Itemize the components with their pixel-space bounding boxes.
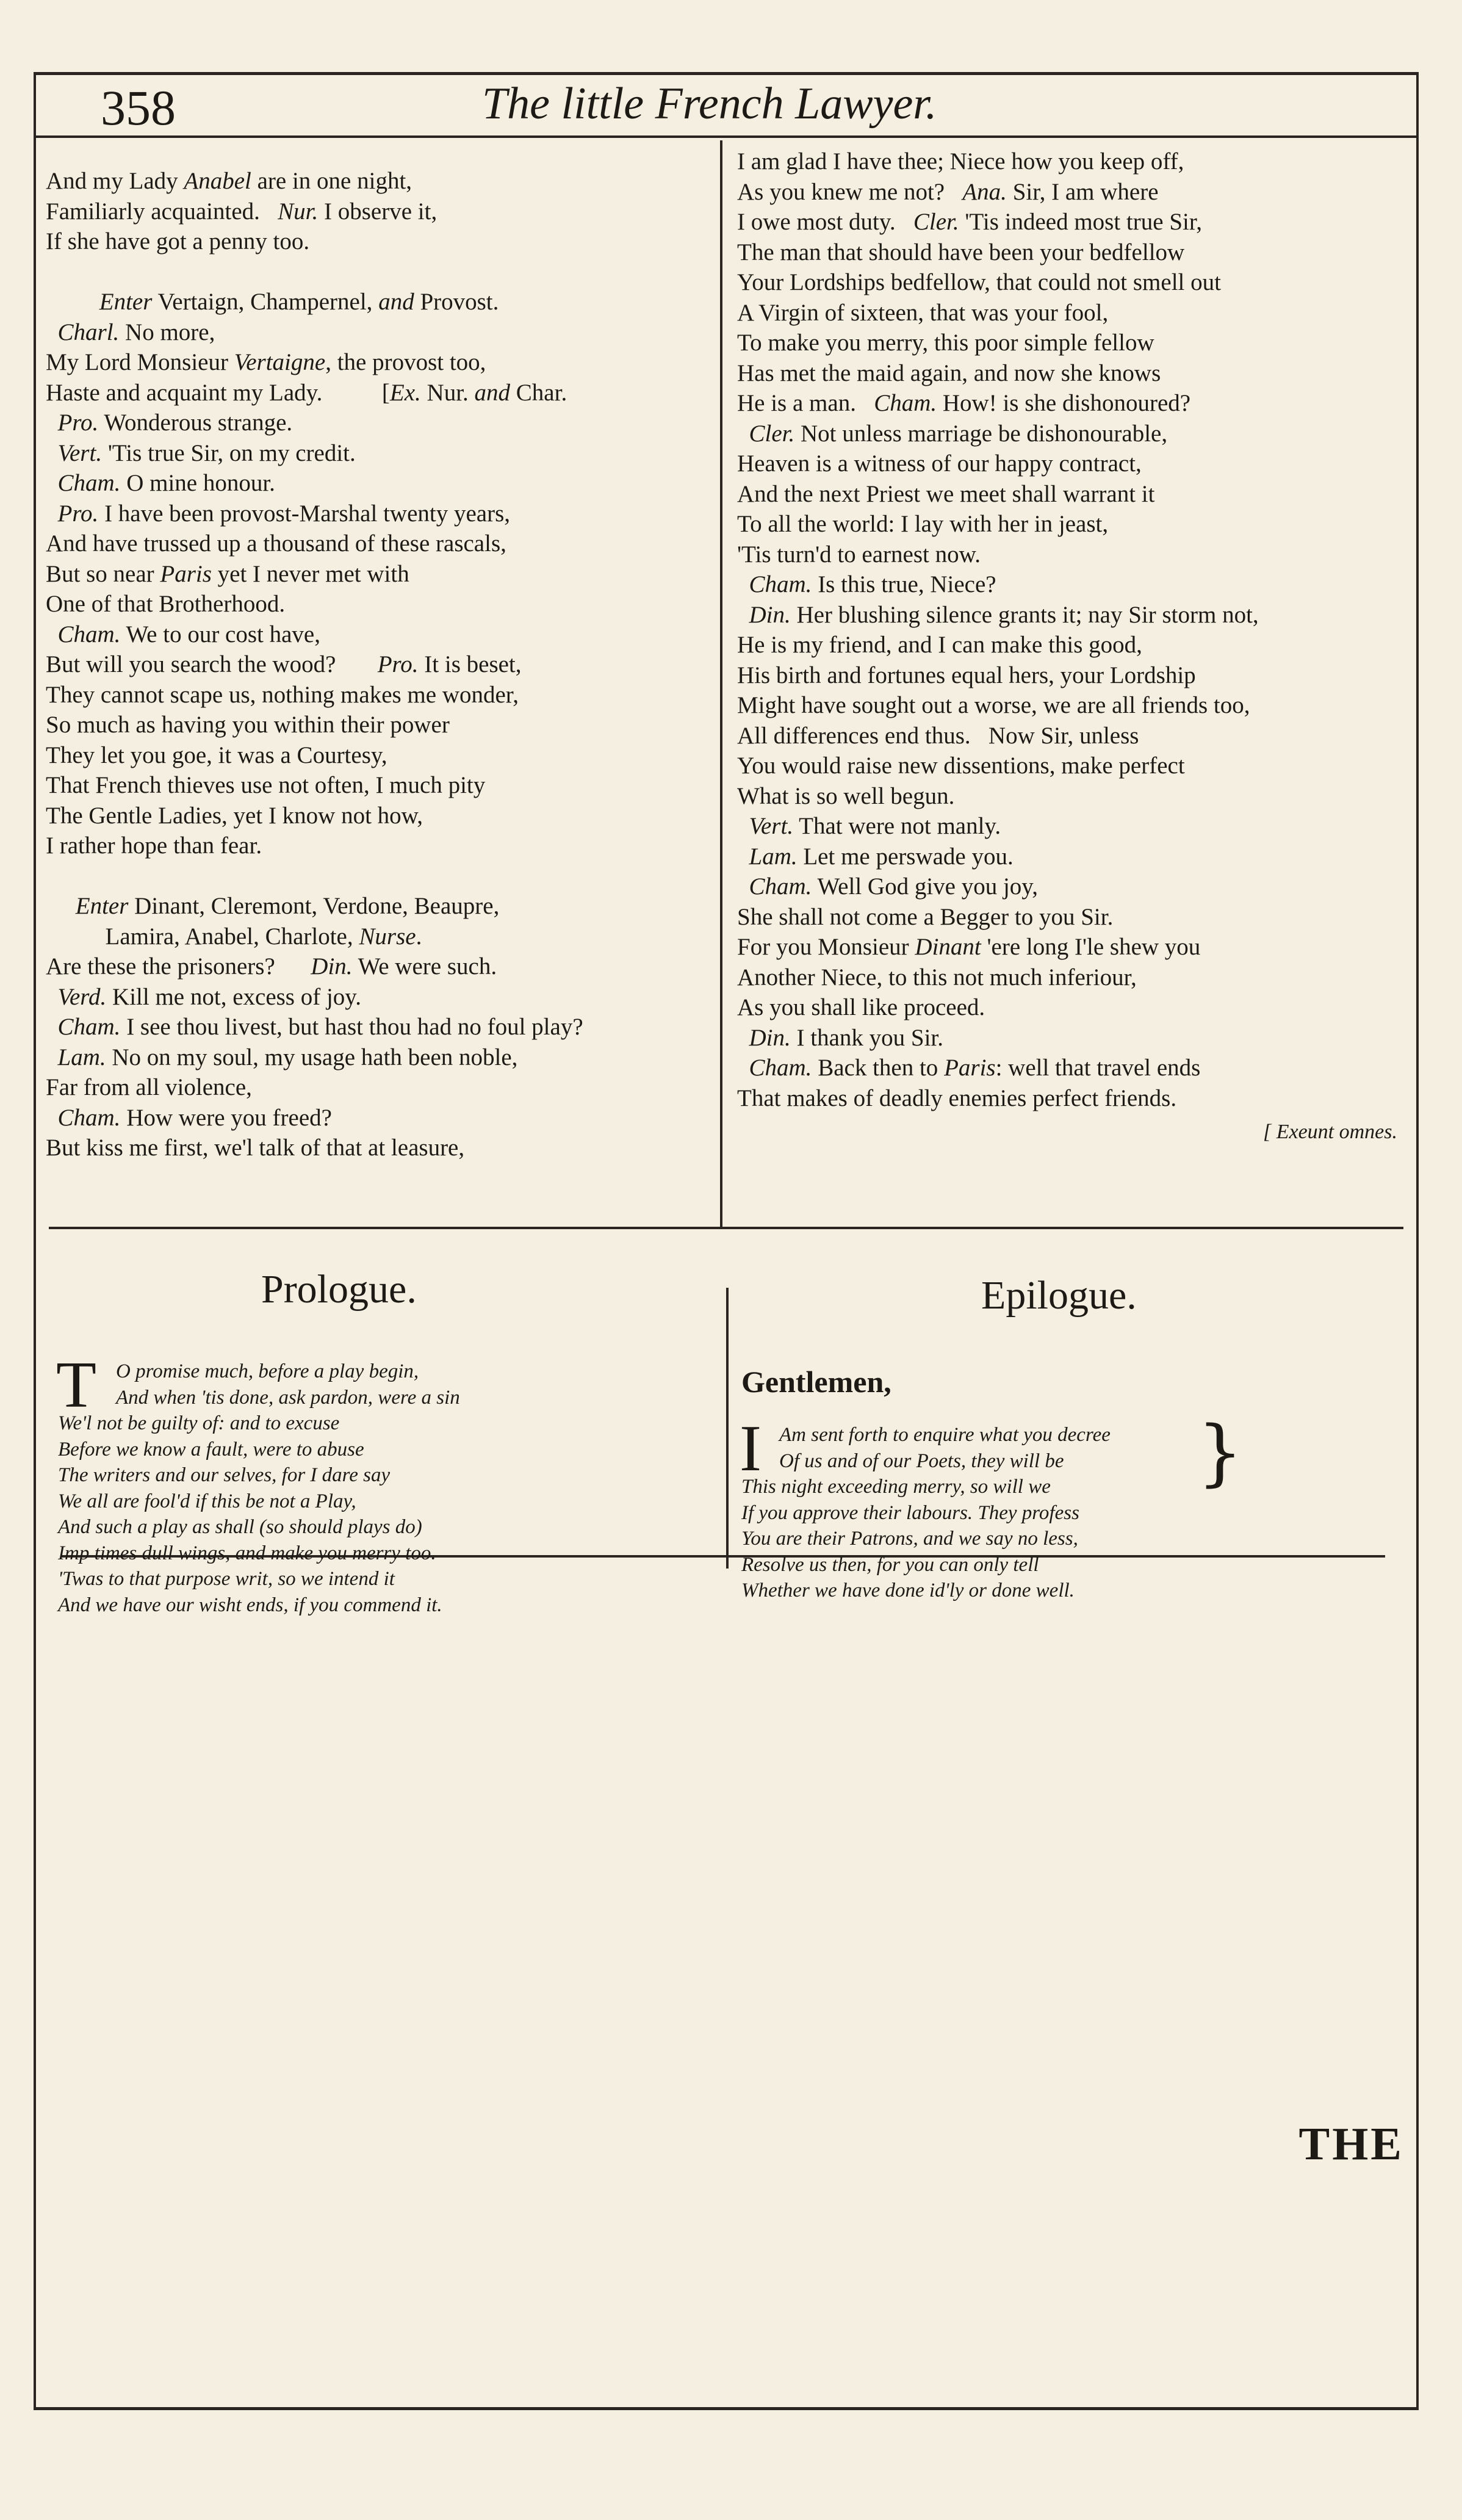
text-line — [737, 600, 1408, 630]
text-line — [737, 660, 1408, 691]
roman-segment: 'Tis indeed most true Sir, — [959, 209, 1203, 235]
italic-segment: Din. — [749, 601, 791, 628]
verse-line: And we have our wisht ends, if you commend it. — [58, 1594, 442, 1616]
roman-segment: Not unless marriage be dishonourable, — [794, 420, 1168, 447]
roman-segment: Far from all violence, — [46, 1074, 252, 1100]
roman-segment: No on my soul, my usage hath been noble, — [106, 1044, 518, 1070]
prologue-verse — [58, 1359, 705, 1618]
epilogue-brace-ornament: } — [1197, 1410, 1244, 1494]
roman-segment: I rather hope than fear. — [46, 832, 262, 859]
roman-segment: Well God give you joy, — [812, 873, 1039, 900]
roman-segment: Char. — [510, 379, 567, 406]
text-line — [46, 831, 711, 861]
text-line — [46, 347, 711, 378]
roman-segment: , the provost too, — [325, 349, 486, 375]
italic-segment: and — [474, 379, 511, 406]
text-line — [737, 751, 1408, 781]
roman-segment — [46, 289, 99, 315]
text-line — [737, 569, 1408, 600]
italic-segment: Din. — [311, 953, 353, 980]
roman-segment: If she have got a penny too. — [46, 228, 310, 255]
roman-segment: You would raise new dissentions, make perfect — [737, 753, 1185, 779]
roman-segment: To make you merry, this poor simple fellow — [737, 330, 1154, 356]
text-line — [737, 177, 1408, 208]
text-line — [737, 479, 1408, 510]
roman-segment: I have been provost-Marshal twenty years, — [98, 500, 511, 527]
roman-segment: 'ere long I'le shew you — [981, 934, 1201, 960]
roman-segment: They cannot scape us, nothing makes me wonder, — [46, 681, 519, 708]
roman-segment: My Lord Monsieur — [46, 349, 234, 375]
text-line — [737, 237, 1408, 268]
text-line — [46, 1133, 711, 1163]
roman-segment: 'Tis turn'd to earnest now. — [737, 541, 981, 568]
right-text-column — [737, 146, 1408, 1113]
italic-segment: Vert. — [749, 813, 794, 839]
roman-segment: I owe most duty. — [737, 209, 913, 235]
epilogue-drop-cap: I — [740, 1412, 762, 1485]
verse-line: 'Twas to that purpose writ, so we intend it — [58, 1568, 395, 1590]
text-line — [737, 1023, 1408, 1053]
text-line — [46, 1042, 711, 1073]
roman-segment — [46, 1014, 58, 1040]
text-line — [737, 146, 1408, 177]
epilogue-salutation: Gentlemen, — [741, 1365, 891, 1399]
verse-line: This night exceeding merry, so will we — [741, 1476, 1051, 1498]
text-line — [46, 287, 711, 317]
text-line — [46, 226, 711, 257]
roman-segment: Her blushing silence grants it; nay Sir storm not, — [790, 601, 1259, 628]
text-line — [737, 962, 1408, 993]
text-line — [737, 992, 1408, 1023]
exeunt-direction: [ Exeunt omnes. — [1262, 1121, 1397, 1143]
text-line — [737, 690, 1408, 721]
text-line — [46, 951, 711, 982]
roman-segment — [737, 571, 749, 598]
text-line — [46, 499, 711, 529]
roman-segment — [737, 421, 749, 447]
text-line — [737, 358, 1408, 389]
roman-segment: We to our cost have, — [120, 621, 320, 648]
verse-line: The writers and our selves, for I dare say — [58, 1464, 391, 1486]
roman-segment: : well that travel ends — [995, 1055, 1201, 1081]
roman-segment: I observe it, — [318, 198, 438, 225]
italic-segment: Ex. — [389, 379, 421, 406]
roman-segment — [46, 440, 58, 466]
text-line — [46, 317, 711, 348]
italic-segment: Dinant — [915, 934, 981, 960]
text-line — [46, 922, 711, 952]
text-line — [737, 207, 1408, 237]
text-line — [737, 630, 1408, 660]
text-line — [46, 468, 711, 499]
text-line — [737, 298, 1408, 328]
italic-segment: Cham. — [57, 1104, 121, 1131]
roman-segment — [737, 602, 749, 628]
verse-line: Whether we have done id'ly or done well. — [741, 1580, 1075, 1601]
roman-segment: I see thou livest, but hast thou had no foul play? — [120, 1014, 583, 1040]
text-line — [737, 872, 1408, 902]
verse-line: Imp times dull wings, and make you merry too. — [58, 1542, 436, 1564]
text-line — [46, 559, 711, 590]
left-text-column — [46, 166, 711, 1163]
roman-segment — [46, 984, 58, 1010]
verse-line: And such a play as shall (so should plays do) — [58, 1516, 422, 1538]
roman-segment: As you knew me not? — [737, 178, 963, 205]
prologue-drop-cap: T — [56, 1349, 96, 1421]
play-end-rule — [49, 1227, 1403, 1229]
verse-line: Resolve us then, for you can only tell — [741, 1553, 1039, 1576]
italic-segment: Cham. — [57, 621, 121, 648]
text-line — [46, 197, 711, 227]
roman-segment: O mine honour. — [120, 470, 275, 496]
roman-segment: 'Tis true Sir, on my credit. — [102, 439, 356, 466]
text-line — [46, 740, 711, 771]
roman-segment — [737, 843, 749, 870]
roman-segment — [737, 813, 749, 839]
text-line — [737, 902, 1408, 933]
text-line — [737, 419, 1408, 449]
roman-segment: What is so well begun. — [737, 782, 955, 809]
page-number: 358 — [101, 80, 176, 135]
roman-segment — [737, 1025, 749, 1051]
italic-segment: Cham. — [57, 1014, 121, 1040]
roman-segment: Haste and acquaint my Lady. [ — [46, 379, 390, 406]
roman-segment: Your Lordships bedfellow, that could not smell out — [737, 269, 1221, 295]
roman-segment — [46, 410, 58, 436]
text-line — [46, 1012, 711, 1042]
italic-segment: Nur. — [278, 198, 319, 225]
roman-segment: Back then to — [812, 1055, 945, 1081]
roman-segment: Might have sought out a worse, we are all friends too, — [737, 692, 1250, 718]
text-line — [46, 861, 711, 892]
text-line — [46, 257, 711, 287]
italic-segment: Vert. — [57, 439, 103, 466]
verse-line: And when 'tis done, ask pardon, were a sin — [116, 1386, 460, 1409]
verse-line: You are their Patrons, and we say no less, — [741, 1528, 1078, 1550]
roman-segment: But will you search the wood? — [46, 651, 378, 677]
text-line — [737, 509, 1408, 540]
roman-segment — [737, 873, 749, 900]
roman-segment: One of that Brotherhood. — [46, 591, 286, 617]
text-line — [46, 438, 711, 469]
italic-segment: Pro. — [57, 410, 99, 436]
italic-segment: Verd. — [57, 983, 107, 1010]
text-line — [46, 680, 711, 710]
italic-segment: Lam. — [57, 1044, 106, 1070]
roman-segment: Are these the prisoners? — [46, 953, 311, 980]
roman-segment: Dinant, Cleremont, Verdone, Beaupre, — [128, 893, 500, 919]
italic-segment: and — [378, 289, 414, 315]
verse-line: We'l not be guilty of: and to excuse — [58, 1412, 340, 1434]
text-line — [737, 388, 1408, 419]
roman-segment: How were you freed? — [120, 1104, 332, 1131]
italic-segment: Paris — [944, 1055, 996, 1081]
roman-segment: A Virgin of sixteen, that was your fool, — [737, 299, 1109, 326]
roman-segment: It is beset, — [418, 651, 522, 677]
roman-segment: But kiss me first, we'l talk of that at leasure, — [46, 1135, 465, 1161]
roman-segment — [46, 1105, 58, 1131]
roman-segment: They let you goe, it was a Courtesy, — [46, 742, 387, 768]
roman-segment — [46, 470, 58, 496]
top-frame-rule — [34, 72, 1419, 75]
italic-segment: Anabel — [184, 168, 251, 194]
verse-line: Before we know a fault, were to abuse — [58, 1438, 364, 1460]
roman-segment: Kill me not, excess of joy. — [106, 983, 362, 1010]
italic-segment: Cham. — [749, 1055, 812, 1081]
roman-segment: She shall not come a Begger to you Sir. — [737, 903, 1114, 930]
verse-line: We all are fool'd if this be not a Play, — [58, 1490, 356, 1512]
prologue-epilogue-divider — [726, 1288, 729, 1569]
roman-segment — [46, 893, 76, 919]
text-line — [737, 267, 1408, 298]
italic-segment: Nurse — [359, 923, 416, 950]
roman-segment: He is my friend, and I can make this good, — [737, 632, 1142, 658]
text-line — [46, 408, 711, 438]
right-frame-rule — [1416, 72, 1419, 2410]
column-divider — [720, 140, 722, 1227]
roman-segment: For you Monsieur — [737, 934, 915, 960]
roman-segment: yet I never met with — [211, 560, 409, 587]
roman-segment: And have trussed up a thousand of these rascals, — [46, 530, 506, 557]
roman-segment: Provost. — [414, 289, 499, 315]
text-line — [46, 982, 711, 1013]
roman-segment: Let me perswade you. — [797, 843, 1014, 870]
roman-segment — [46, 500, 58, 527]
text-line — [46, 1072, 711, 1103]
italic-segment: Paris — [160, 560, 212, 587]
text-line — [46, 710, 711, 740]
italic-segment: Enter — [99, 289, 153, 315]
catchword: THE — [1298, 2118, 1404, 2170]
italic-segment: Pro. — [57, 500, 99, 527]
left-frame-rule — [34, 72, 36, 2410]
header-rule — [34, 135, 1419, 138]
text-line — [737, 449, 1408, 479]
roman-segment: We were such. — [352, 953, 497, 980]
italic-segment: Cler. — [749, 420, 795, 447]
text-line — [46, 649, 711, 680]
roman-segment: Heaven is a witness of our happy contract, — [737, 450, 1142, 477]
roman-segment: The Gentle Ladies, yet I know not how, — [46, 802, 423, 829]
text-line — [46, 770, 711, 801]
roman-segment: That French thieves use not often, I much pity — [46, 772, 486, 798]
epilogue-title: Epilogue. — [981, 1273, 1137, 1318]
roman-segment: Nur. — [420, 379, 475, 406]
roman-segment: I thank you Sir. — [790, 1024, 943, 1051]
text-line — [46, 529, 711, 559]
roman-segment: Has met the maid again, and now she knows — [737, 359, 1161, 386]
text-line — [737, 1083, 1408, 1114]
roman-segment: All differences end thus. Now Sir, unless — [737, 722, 1139, 749]
verse-line: Am sent forth to enquire what you decree — [779, 1424, 1111, 1446]
italic-segment: Cler. — [913, 209, 959, 235]
italic-segment: Lam. — [749, 843, 798, 870]
italic-segment: Cham. — [874, 390, 937, 416]
roman-segment: So much as having you within their power — [46, 712, 450, 738]
italic-segment: Pro. — [377, 651, 419, 677]
prologue-title: Prologue. — [261, 1267, 417, 1312]
text-line — [46, 589, 711, 619]
text-line — [737, 540, 1408, 570]
roman-segment: That makes of deadly enemies perfect friends. — [737, 1085, 1177, 1111]
roman-segment: No more, — [119, 319, 215, 345]
roman-segment: Is this true, Niece? — [812, 571, 996, 598]
verse-line: Of us and of our Poets, they will be — [779, 1450, 1064, 1472]
roman-segment: . — [416, 923, 422, 950]
roman-segment: Another Niece, to this not much inferiour, — [737, 964, 1137, 991]
text-line — [737, 932, 1408, 962]
roman-segment — [46, 1044, 58, 1070]
roman-segment — [737, 1055, 749, 1081]
roman-segment — [46, 621, 58, 648]
roman-segment — [46, 319, 58, 345]
roman-segment: Sir, I am where — [1006, 178, 1159, 205]
text-line — [46, 801, 711, 831]
roman-segment: And my Lady — [46, 168, 184, 194]
text-line — [737, 781, 1408, 812]
text-line — [46, 378, 711, 408]
roman-segment: Lamira, Anabel, Charlote, — [46, 923, 359, 950]
roman-segment: To all the world: I lay with her in jeast, — [737, 511, 1109, 537]
roman-segment: His birth and fortunes equal hers, your Lordship — [737, 662, 1196, 688]
italic-segment: Charl. — [57, 319, 120, 345]
text-line — [46, 891, 711, 922]
text-line — [46, 1103, 711, 1133]
epilogue-verse — [741, 1422, 1400, 1604]
roman-segment: Familiarly acquainted. — [46, 198, 278, 225]
italic-segment: Vertaigne — [234, 349, 326, 375]
roman-segment: As you shall like proceed. — [737, 994, 985, 1020]
text-line — [46, 166, 711, 197]
text-line — [46, 619, 711, 650]
roman-segment: I am glad I have thee; Niece how you keep off, — [737, 148, 1184, 175]
verse-line: O promise much, before a play begin, — [116, 1360, 419, 1382]
italic-segment: Enter — [75, 893, 129, 919]
text-line — [737, 328, 1408, 358]
roman-segment: He is a man. — [737, 390, 874, 416]
roman-segment: are in one night, — [251, 168, 412, 194]
roman-segment: That were not manly. — [793, 813, 1001, 839]
text-line — [737, 1053, 1408, 1083]
roman-segment: Vertaign, Champernel, — [152, 289, 379, 315]
roman-segment: The man that should have been your bedfellow — [737, 239, 1185, 265]
text-line — [737, 811, 1408, 842]
running-title: The little French Lawyer. — [482, 79, 937, 129]
italic-segment: Din. — [749, 1024, 791, 1051]
text-line — [737, 842, 1408, 872]
bottom-frame-rule — [34, 2407, 1419, 2410]
italic-segment: Ana. — [962, 178, 1007, 205]
italic-segment: Cham. — [749, 873, 812, 900]
roman-segment: How! is she dishonoured? — [937, 390, 1191, 416]
roman-segment: And the next Priest we meet shall warrant it — [737, 480, 1155, 507]
roman-segment: Wonderous strange. — [98, 410, 293, 436]
roman-segment: But so near — [46, 560, 160, 587]
italic-segment: Cham. — [57, 470, 121, 496]
italic-segment: Cham. — [749, 571, 812, 598]
text-line — [737, 721, 1408, 751]
verse-line: If you approve their labours. They profess — [741, 1501, 1079, 1524]
